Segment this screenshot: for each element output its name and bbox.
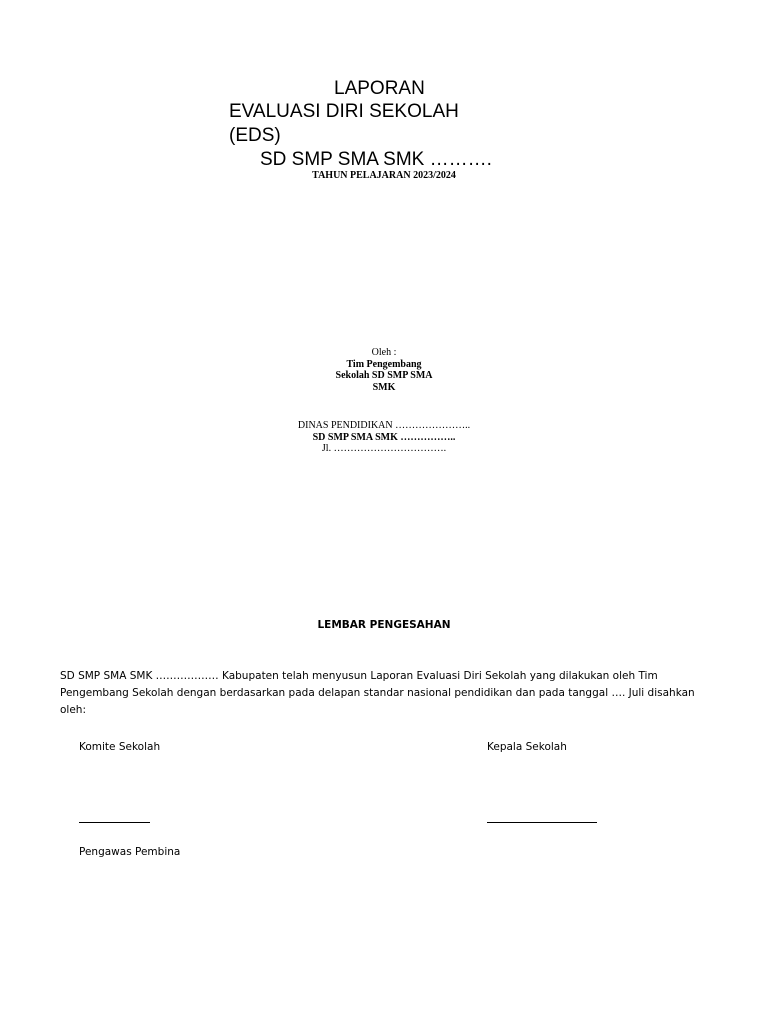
school-level-title: SD SMP SMA SMK ………. <box>260 149 492 170</box>
team-name: Tim Pengembang <box>346 359 422 370</box>
report-title: LAPORAN <box>334 78 425 99</box>
school-name: SD SMP SMA SMK …………….. <box>312 432 456 443</box>
academic-year: TAHUN PELAJARAN 2023/2024 <box>312 170 456 181</box>
approval-paragraph: SD SMP SMA SMK ……………… Kabupaten telah menyusun Laporan Evaluasi Diri Sekolah yang dilakukan oleh Tim Pengembang Sekolah dengan berdasarkan pada delapan standar nasional pendidikan dan pada tanggal …. Juli disahkan oleh: <box>60 670 695 716</box>
principal-signature-line <box>487 822 597 823</box>
principal-label: Kepala Sekolah <box>487 741 567 753</box>
by-label: Oleh : <box>371 347 397 358</box>
committee-label: Komite Sekolah <box>79 741 161 753</box>
team-school: Sekolah SD SMP SMA <box>335 370 433 381</box>
approval-heading: LEMBAR PENGESAHAN <box>317 619 451 631</box>
school-address: Jl. ……………………………. <box>321 443 447 454</box>
team-school-cont: SMK <box>372 382 396 393</box>
education-office: DINAS PENDIDIKAN ………………….. <box>297 420 471 431</box>
report-subtitle: EVALUASI DIRI SEKOLAH <box>229 101 459 122</box>
report-abbreviation: (EDS) <box>229 125 281 146</box>
committee-signature-line <box>79 822 150 823</box>
supervisor-label: Pengawas Pembina <box>79 846 181 858</box>
